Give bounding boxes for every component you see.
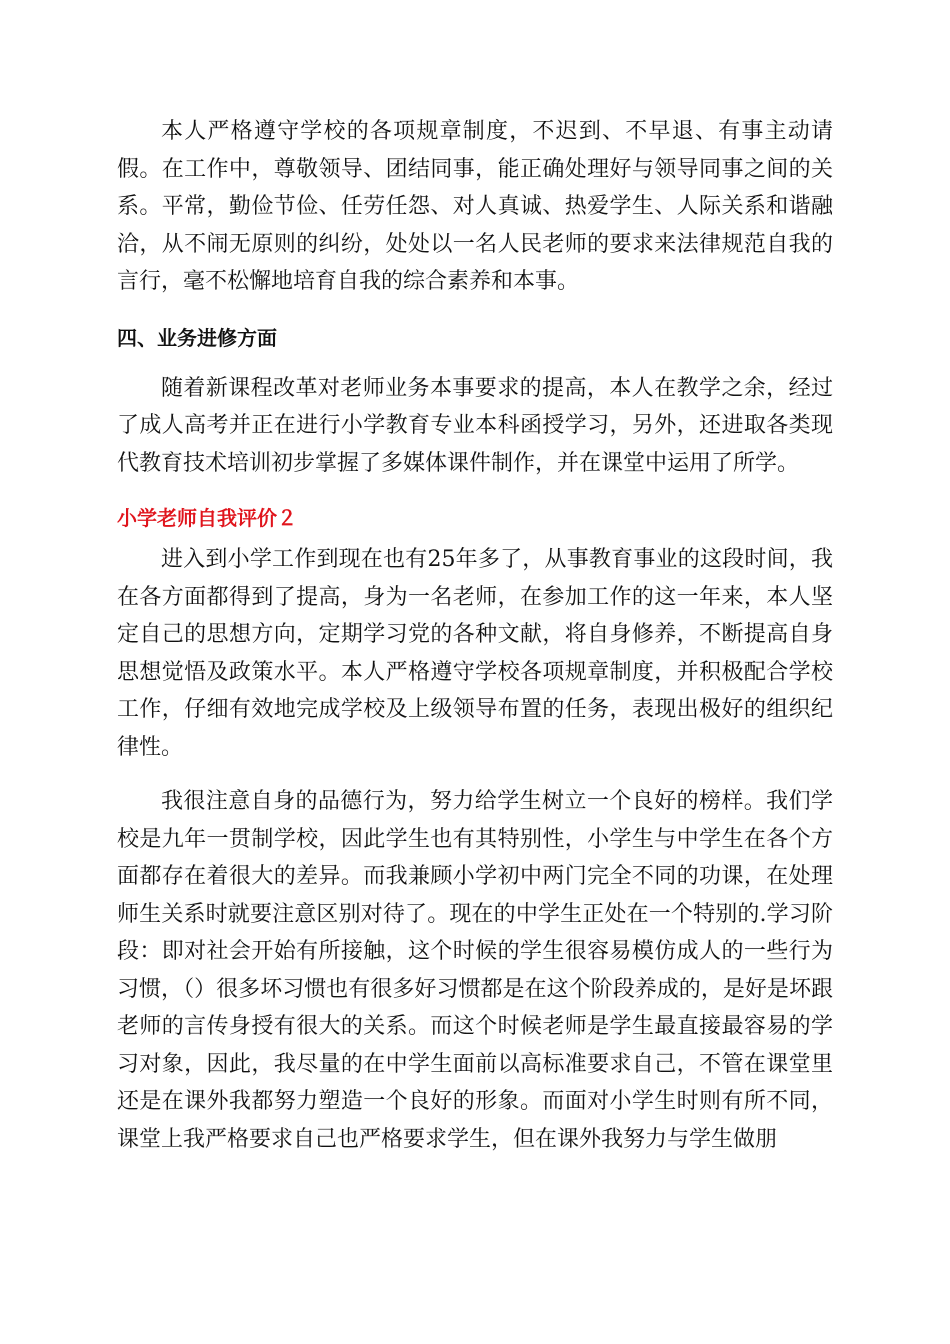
paragraph-discipline: 本人严格遵守学校的各项规章制度，不迟到、不早退、有事主动请假。在工作中，尊敬领导、团结同事，能正确处理好与领导同事之间的关系。平常，勤俭节俭、任劳任怨、对人真诚、热爱学生、人际关系和谐融洽，从不闹无原则的纠纷，处处以一名人民老师的要求来法律规范自我的言行，毫不松懈地培育自我的综合素养和本事。 [117, 119, 833, 294]
paragraph-professional-study: 随着新课程改革对老师业务本事要求的提高，本人在教学之余，经过了成人高考并正在进行小学教育专业本科函授学习，另外，还进取各类现代教育技术培训初步掌握了多媒体课件制作，并在课堂中运用了所学。 [117, 375, 833, 476]
section-heading-professional-study: 四、业务进修方面 [117, 325, 277, 350]
article-title-self-evaluation-2: 小学老师自我评价２ [117, 506, 297, 530]
paragraph-moral-conduct: 我很注意自身的品德行为，努力给学生树立一个良好的榜样。我们学校是九年一贯制学校，因此学生也有其特别性，小学生与中学生在各个方面都存在着很大的差异。而我兼顾小学初中两门完全不同的功课，在处理师生关系时就要注意区别对待了。现在的中学生正处在一个特别的.学习阶段：即对社会开始有所接触，这个时候的学生很容易模仿成人的一些行为习惯，（）很多坏习惯也有很多好习惯都是在这个阶段养成的，是好是坏跟老师的言传身授有很大的关系。而这个时候老师是学生最直接最容易的学习对象，因此，我尽量的在中学生面前以高标准要求自己，不管在课堂里还是在课外我都努力塑造一个良好的形象。而面对小学生时则有所不同，课堂上我严格要求自己也严格要求学生，但在课外我努力与学生做朋 [117, 789, 833, 1152]
document-body [117, 113, 833, 1158]
paragraph-work-experience: 进入到小学工作到现在也有25年多了，从事教育事业的这段时间，我在各方面都得到了提高，身为一名老师，在参加工作的这一年来，本人坚定自己的思想方向，定期学习党的各种文献，将自身修养，不断提高自身思想觉悟及政策水平。本人严格遵守学校各项规章制度，并积极配合学校工作，仔细有效地完成学校及上级领导布置的任务，表现出极好的组织纪律性。 [117, 547, 833, 760]
